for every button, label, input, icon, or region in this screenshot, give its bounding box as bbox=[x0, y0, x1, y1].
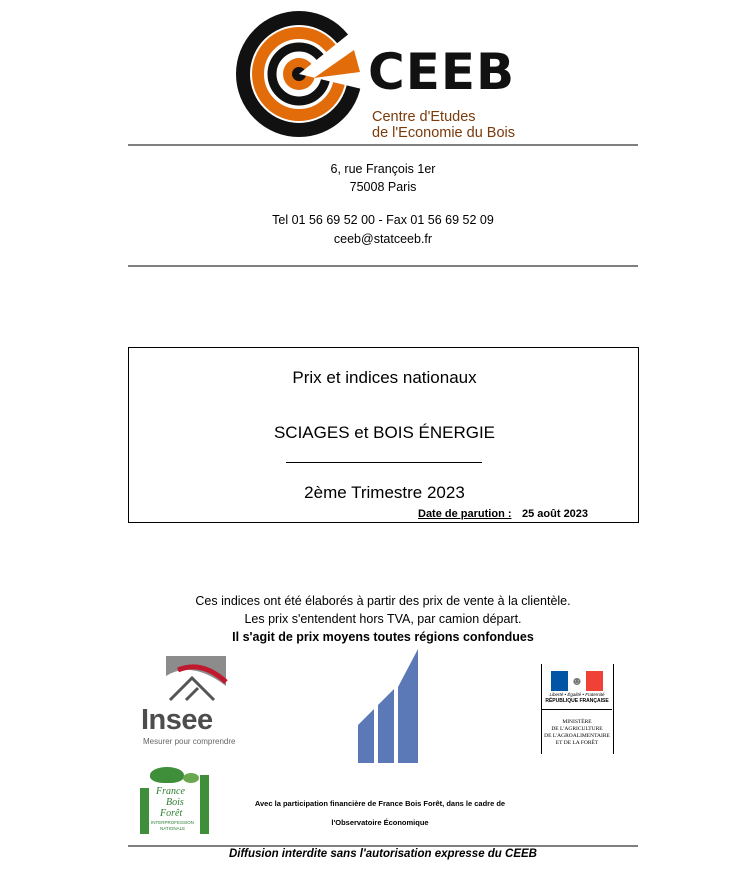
address-divider bbox=[128, 265, 638, 267]
title-period: 2ème Trimestre 2023 bbox=[304, 483, 465, 502]
fbf-name-line2: Bois bbox=[166, 797, 184, 808]
fbf-tree-icon-small bbox=[183, 773, 199, 783]
fbf-name-line1: France bbox=[156, 786, 185, 797]
center-blue-logo-icon bbox=[356, 647, 420, 763]
brand-subtitle-line2: de l'Economie du Bois bbox=[372, 125, 516, 141]
participation-line1: Avec la participation financière de France Bois Forêt, dans le cadre de bbox=[254, 799, 506, 808]
brand-subtitle-line1: Centre d'Etudes bbox=[372, 109, 476, 125]
header-divider bbox=[128, 144, 638, 146]
ministry-motto: Liberté • Égalité • Fraternité bbox=[549, 692, 605, 697]
marianne-icon: ☻ bbox=[570, 674, 584, 688]
notes-line3: Il s'agit de prix moyens toutes régions confondues bbox=[232, 630, 534, 644]
ministry-line3: DE L'AGROALIMENTAIRE bbox=[544, 733, 610, 739]
notes-line2: Les prix s'entendent hors TVA, par camion départ. bbox=[244, 612, 522, 626]
ministry-line4: ET DE LA FORÊT bbox=[555, 740, 599, 746]
date-label: Date de parution : bbox=[418, 508, 512, 520]
ministry-line1: MINISTÈRE bbox=[562, 719, 592, 725]
address-phone-fax: Tel 01 56 69 52 00 - Fax 01 56 69 52 09 bbox=[272, 213, 494, 227]
ministry-republic: RÉPUBLIQUE FRANÇAISE bbox=[545, 698, 609, 704]
insee-name: Insee bbox=[141, 704, 213, 736]
title-box bbox=[128, 347, 639, 523]
date-value: 25 août 2023 bbox=[522, 508, 589, 520]
title-underline bbox=[286, 462, 482, 463]
fbf-bar-left bbox=[140, 788, 149, 834]
address-street: 6, rue François 1er bbox=[330, 162, 436, 176]
fbf-tree-icon bbox=[150, 767, 184, 783]
address-email: ceeb@statceeb.fr bbox=[333, 232, 433, 246]
ministry-divider bbox=[542, 709, 612, 710]
footer-divider bbox=[128, 845, 638, 847]
participation-line2: l'Observatoire Économique bbox=[331, 818, 429, 827]
title-line1: Prix et indices nationaux bbox=[292, 368, 477, 387]
fbf-name-line3: Forêt bbox=[160, 808, 183, 819]
fbf-bar-right bbox=[200, 775, 209, 834]
ministry-flag bbox=[551, 671, 603, 691]
footer-notice: Diffusion interdite sans l'autorisation expresse du CEEB bbox=[229, 848, 537, 860]
notes-line1: Ces indices ont été élaborés à partir des prix de vente à la clientèle. bbox=[195, 594, 571, 608]
title-line2: SCIAGES et BOIS ÉNERGIE bbox=[273, 423, 496, 442]
address-city: 75008 Paris bbox=[349, 180, 417, 194]
ceeb-target-icon bbox=[236, 10, 366, 140]
insee-tagline: Mesurer pour comprendre bbox=[143, 737, 236, 746]
fbf-small-line1: INTERPROFESSION bbox=[151, 820, 195, 825]
ministry-line2: DE L'AGRICULTURE bbox=[551, 726, 603, 732]
brand-wordmark: CEEB bbox=[368, 43, 516, 101]
fbf-small-line2: NATIONALE bbox=[160, 826, 186, 831]
